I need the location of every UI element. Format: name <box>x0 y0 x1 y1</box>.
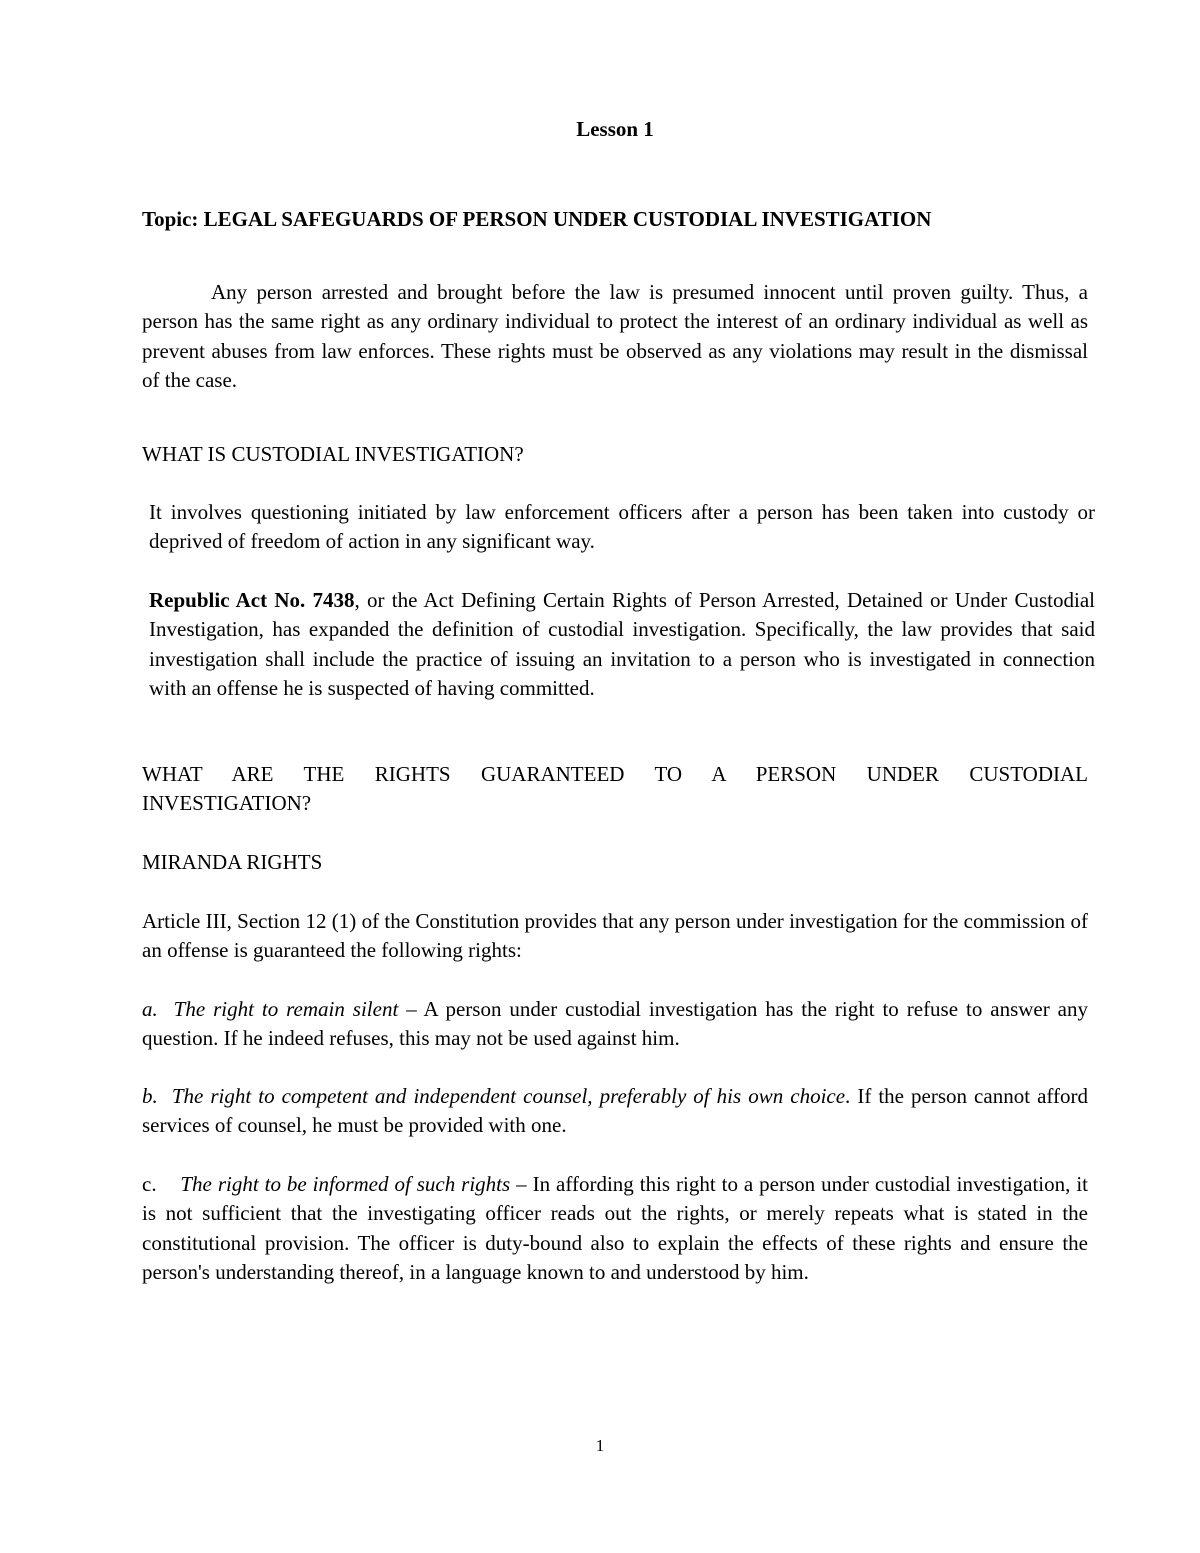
topic-heading <box>142 205 1088 234</box>
republic-act-text: , or the Act Defining Certain Rights of Person Arrested, Detained or Under Custodial Investigation, has expanded the definition of custodial investigation. Specifically, the law provides that said investigation shall include the practice of issuing an invitation to a person who is investigated in connection with an offense he is suspected of having committed. <box>149 588 1095 701</box>
right-item-a <box>142 995 1088 1054</box>
custodial-investigation-definition: It involves questioning initiated by law enforcement officers after a person has been taken into custody or deprived of freedom of action in any significant way. <box>149 500 1095 554</box>
page-number: 1 <box>595 1436 605 1455</box>
right-text: – A person under custodial investigation has the right to refuse to answer any question. If he indeed refuses, this may not be used against him. <box>142 997 1089 1051</box>
article-paragraph: Article III, Section 12 (1) of the Constitution provides that any person under investigation for the commission of an offense is guaranteed the following rights: <box>142 909 1088 963</box>
right-marker: c. <box>142 1172 157 1196</box>
lesson-title: Lesson 1 <box>576 117 654 141</box>
section-heading-line-2: INVESTIGATION? <box>142 791 312 816</box>
right-title: The right to competent and independent counsel, preferably of his own choice <box>171 1084 846 1108</box>
right-title: The right to remain silent <box>173 997 399 1021</box>
section-heading-custodial-investigation: WHAT IS CUSTODIAL INVESTIGATION? <box>142 442 524 466</box>
section-heading-rights-guaranteed <box>142 760 1088 819</box>
right-item-c <box>142 1170 1088 1288</box>
right-item-b <box>142 1082 1088 1141</box>
topic-label: Topic: <box>142 207 199 231</box>
republic-act-name: Republic Act No. 7438 <box>149 588 355 612</box>
republic-act-paragraph <box>142 586 1095 704</box>
intro-paragraph: Any person arrested and brought before the law is presumed innocent until proven guilty. Thus, a person has the same right as any ordinary individual to protect the interest of an ordinary individual as well as prevent abuses from law enforces. These rights must be observed as any violations may result in the dismissal of the case. <box>142 280 1088 393</box>
right-marker: a. <box>142 997 158 1021</box>
right-title: The right to be informed of such rights <box>180 1172 511 1196</box>
right-marker: b. <box>142 1084 158 1108</box>
section-heading-line-1: WHAT ARE THE RIGHTS GUARANTEED TO A PERSON UNDER CUSTODIAL <box>142 762 1088 786</box>
right-text: . If the person cannot afford services of counsel, he must be provided with one. <box>142 1084 1088 1138</box>
miranda-rights-heading: MIRANDA RIGHTS <box>142 850 323 874</box>
topic-text: LEGAL SAFEGUARDS OF PERSON UNDER CUSTODIAL INVESTIGATION <box>203 207 932 231</box>
right-text: – In affording this right to a person under custodial investigation, it is not sufficient that the investigating officer reads out the rights, or merely repeats what is stated in the constitutional provision. The officer is duty-bound also to explain the effects of these rights and ensure the person's understanding thereof, in a language known to and understood by him. <box>142 1172 1088 1285</box>
